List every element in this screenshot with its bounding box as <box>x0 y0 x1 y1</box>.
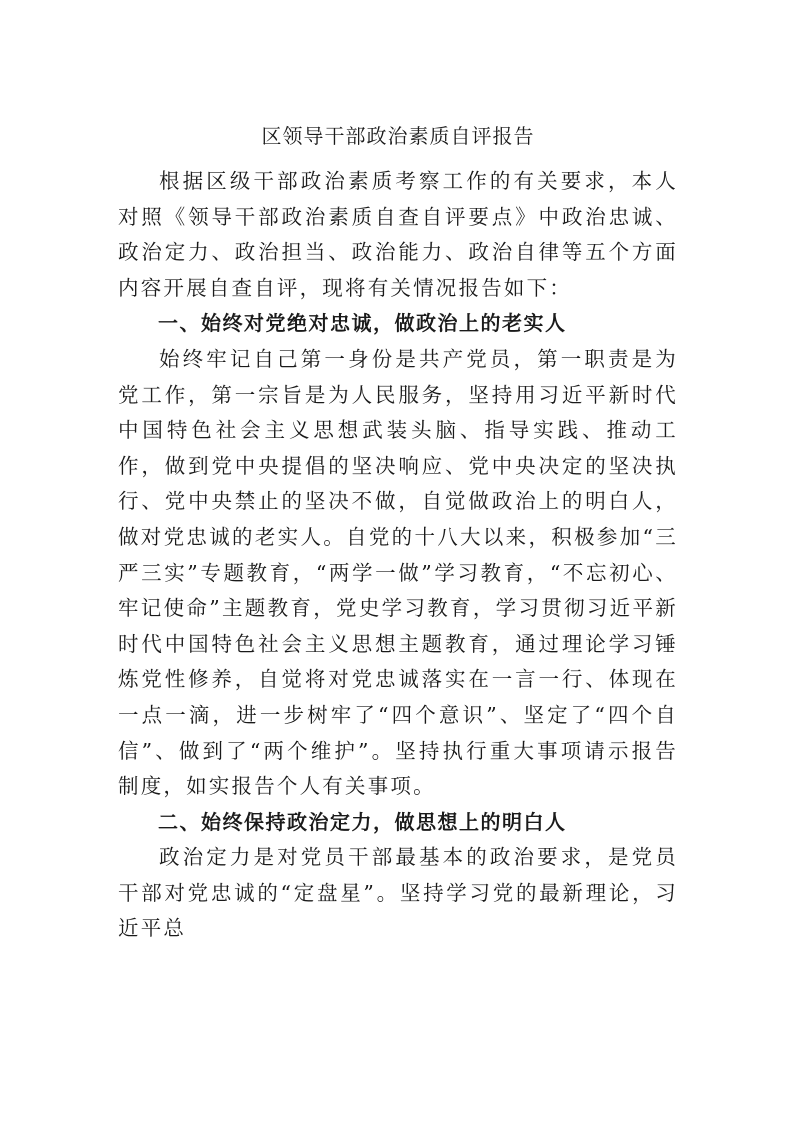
section-2-heading: 二、始终保持政治定力，做思想上的明白人 <box>158 809 567 834</box>
section-1-body: 始终牢记自己第一身份是共产党员，第一职责是为党工作，第一宗旨是为人民服务，坚持用习近平新时代中国特色社会主义思想武装头脑、指导实践、推动工作，做到党中央提倡的坚决响应、党中央决定的坚决执行、党中央禁止的坚决不做，自觉做政治上的明白人，做对党忠诚的老实人。自党的十八大以来，积极参加“三严三实”专题教育，“两学一做”学习教育，“不忘初心、牢记使命”主题教育，党史学习教育，学习贯彻习近平新时代中国特色社会主义思想主题教育，通过理论学习锤炼党性修养，自觉将对党忠诚落实在一言一行、体现在一点一滴，进一步树牢了“四个意识”、坚定了“四个自信”、做到了“两个维护”。坚持执行重大事项请示报告制度，如实报告个人有关事项。 <box>118 346 678 799</box>
document-content <box>118 118 678 947</box>
section-1-heading: 一、始终对党绝对忠诚，做政治上的老实人 <box>158 311 567 336</box>
section-2-body: 政治定力是对党员干部最基本的政治要求，是党员干部对党忠诚的“定盘星”。坚持学习党的最新理论，习近平总 <box>118 845 678 941</box>
intro-paragraph: 根据区级干部政治素质考察工作的有关要求，本人对照《领导干部政治素质自查自评要点》中政治忠诚、政治定力、政治担当、政治能力、政治自律等五个方面内容开展自查自评，现将有关情况报告如下： <box>118 169 678 300</box>
document-title: 区领导干部政治素质自评报告 <box>261 124 535 148</box>
